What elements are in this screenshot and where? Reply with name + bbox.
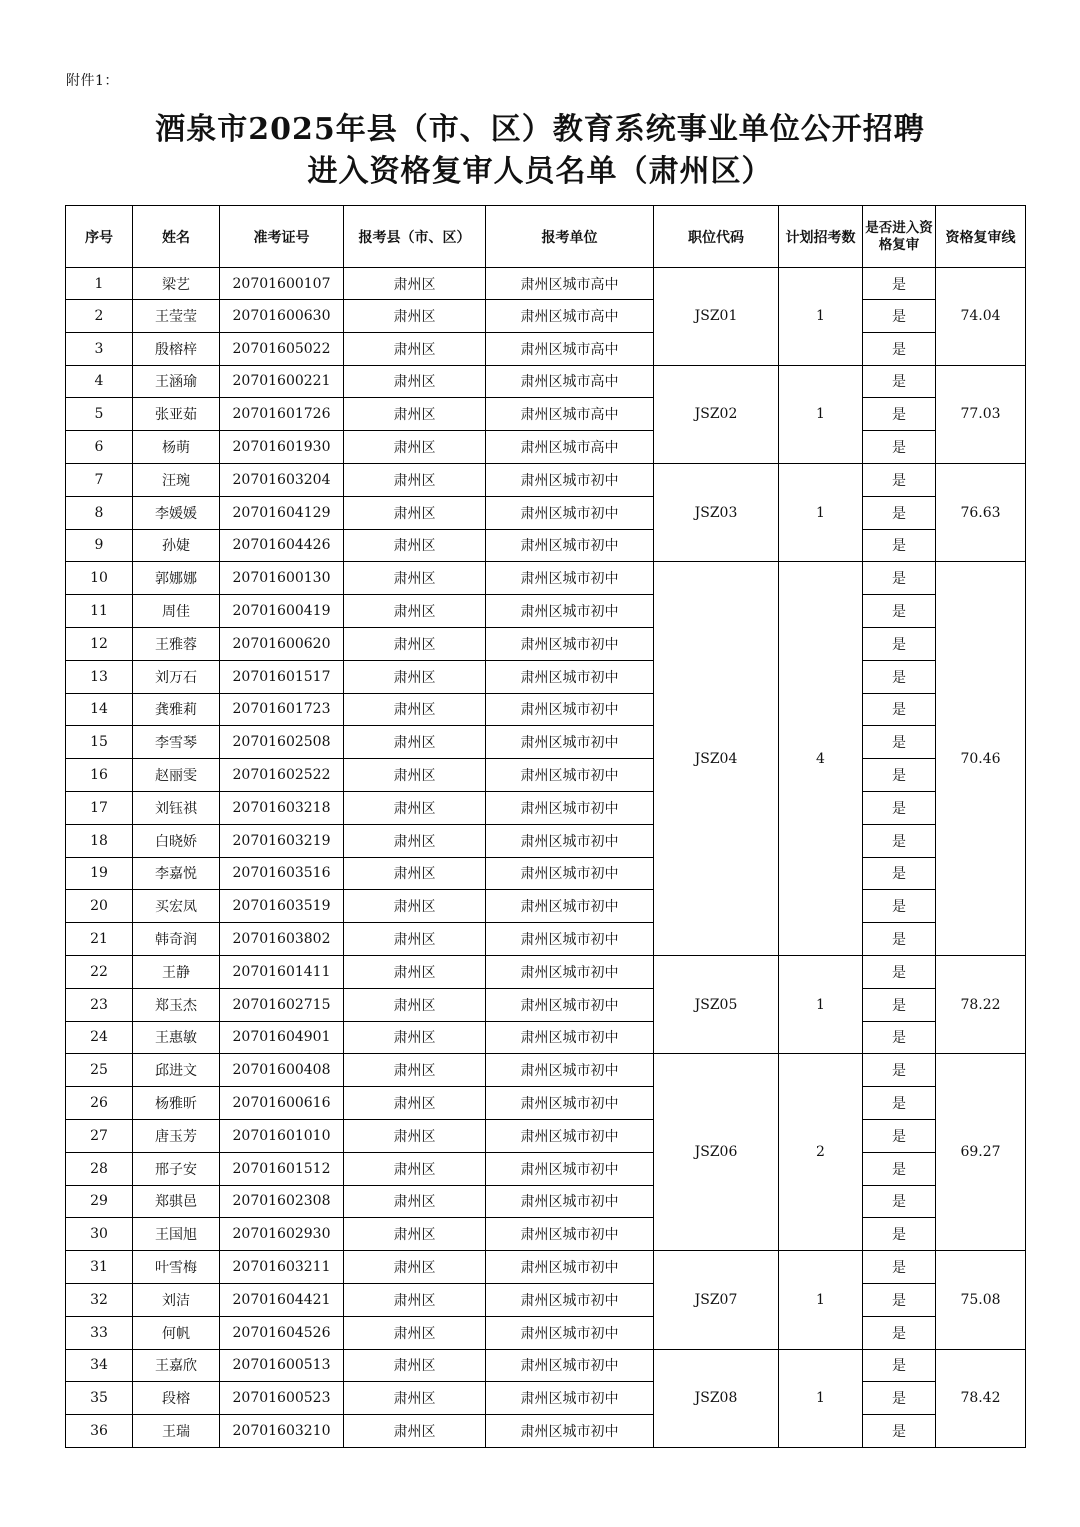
cell-no: 33 — [66, 1316, 133, 1349]
cell-county: 肃州区 — [344, 627, 486, 660]
cell-pass: 是 — [863, 660, 936, 693]
cell-unit: 肃州区城市初中 — [486, 595, 654, 628]
cell-name: 王国旭 — [133, 1218, 220, 1251]
cell-position-code: JSZ02 — [654, 365, 779, 463]
cell-pass: 是 — [863, 365, 936, 398]
table-row — [66, 1382, 1026, 1415]
cell-no: 18 — [66, 824, 133, 857]
cell-county: 肃州区 — [344, 1054, 486, 1087]
cell-unit: 肃州区城市初中 — [486, 1218, 654, 1251]
cell-name: 张亚茹 — [133, 398, 220, 431]
cell-exam-id: 20701601726 — [220, 398, 344, 431]
table-row — [66, 693, 1026, 726]
table-row — [66, 1185, 1026, 1218]
cell-no: 5 — [66, 398, 133, 431]
cell-county: 肃州区 — [344, 1349, 486, 1382]
table-row — [66, 1283, 1026, 1316]
cell-name: 段榕 — [133, 1382, 220, 1415]
cell-plan-count: 4 — [779, 562, 863, 956]
cell-county: 肃州区 — [344, 1316, 486, 1349]
table-row — [66, 1087, 1026, 1120]
cell-no: 30 — [66, 1218, 133, 1251]
cell-no: 2 — [66, 300, 133, 333]
cell-pass: 是 — [863, 1054, 936, 1087]
cell-name: 刘洁 — [133, 1283, 220, 1316]
cell-exam-id: 20701603218 — [220, 791, 344, 824]
cell-unit: 肃州区城市高中 — [486, 332, 654, 365]
cell-exam-id: 20701600419 — [220, 595, 344, 628]
cell-plan-count: 1 — [779, 1251, 863, 1349]
cell-pass: 是 — [863, 529, 936, 562]
cell-name: 邢子安 — [133, 1152, 220, 1185]
table-row — [66, 1251, 1026, 1284]
cell-unit: 肃州区城市高中 — [486, 431, 654, 464]
cell-review-line: 78.42 — [936, 1349, 1026, 1447]
cell-pass: 是 — [863, 431, 936, 464]
table-body — [66, 268, 1026, 1448]
table-row — [66, 1349, 1026, 1382]
cell-position-code: JSZ06 — [654, 1054, 779, 1251]
table-row — [66, 988, 1026, 1021]
cell-no: 9 — [66, 529, 133, 562]
cell-name: 杨萌 — [133, 431, 220, 464]
cell-name: 汪琬 — [133, 463, 220, 496]
cell-no: 21 — [66, 923, 133, 956]
table-row — [66, 300, 1026, 333]
cell-no: 12 — [66, 627, 133, 660]
cell-position-code: JSZ08 — [654, 1349, 779, 1447]
table-row — [66, 268, 1026, 300]
cell-position-code: JSZ04 — [654, 562, 779, 956]
table-header-row — [66, 206, 1026, 268]
cell-county: 肃州区 — [344, 365, 486, 398]
column-header-position-code: 职位代码 — [654, 206, 779, 268]
cell-county: 肃州区 — [344, 988, 486, 1021]
cell-county: 肃州区 — [344, 332, 486, 365]
cell-review-line: 78.22 — [936, 955, 1026, 1053]
cell-county: 肃州区 — [344, 431, 486, 464]
cell-no: 23 — [66, 988, 133, 1021]
table-row — [66, 890, 1026, 923]
table-row — [66, 365, 1026, 398]
column-header-pass: 是否进入资格复审 — [863, 206, 936, 268]
cell-exam-id: 20701601930 — [220, 431, 344, 464]
cell-no: 36 — [66, 1415, 133, 1448]
cell-name: 刘万石 — [133, 660, 220, 693]
cell-exam-id: 20701601723 — [220, 693, 344, 726]
cell-name: 郭娜娜 — [133, 562, 220, 595]
cell-position-code: JSZ05 — [654, 955, 779, 1053]
cell-review-line: 75.08 — [936, 1251, 1026, 1349]
cell-exam-id: 20701600523 — [220, 1382, 344, 1415]
cell-county: 肃州区 — [344, 562, 486, 595]
cell-unit: 肃州区城市初中 — [486, 627, 654, 660]
cell-county: 肃州区 — [344, 529, 486, 562]
cell-exam-id: 20701602508 — [220, 726, 344, 759]
cell-unit: 肃州区城市初中 — [486, 759, 654, 792]
cell-unit: 肃州区城市初中 — [486, 857, 654, 890]
cell-review-line: 69.27 — [936, 1054, 1026, 1251]
cell-name: 郑骐邑 — [133, 1185, 220, 1218]
cell-name: 白晓娇 — [133, 824, 220, 857]
cell-unit: 肃州区城市初中 — [486, 726, 654, 759]
cell-pass: 是 — [863, 1415, 936, 1448]
cell-county: 肃州区 — [344, 693, 486, 726]
cell-pass: 是 — [863, 463, 936, 496]
table-row — [66, 463, 1026, 496]
cell-name: 梁艺 — [133, 268, 220, 300]
cell-exam-id: 20701604421 — [220, 1283, 344, 1316]
cell-exam-id: 20701604426 — [220, 529, 344, 562]
cell-no: 22 — [66, 955, 133, 988]
table-row — [66, 726, 1026, 759]
cell-unit: 肃州区城市初中 — [486, 496, 654, 529]
cell-exam-id: 20701602308 — [220, 1185, 344, 1218]
cell-pass: 是 — [863, 1218, 936, 1251]
cell-pass: 是 — [863, 1087, 936, 1120]
cell-unit: 肃州区城市初中 — [486, 1119, 654, 1152]
cell-name: 唐玉芳 — [133, 1119, 220, 1152]
cell-exam-id: 20701600221 — [220, 365, 344, 398]
cell-unit: 肃州区城市初中 — [486, 660, 654, 693]
cell-exam-id: 20701603516 — [220, 857, 344, 890]
document-title-line-1: 酒泉市2025年县（市、区）教育系统事业单位公开招聘 — [155, 112, 925, 147]
table-row — [66, 1316, 1026, 1349]
cell-review-line: 77.03 — [936, 365, 1026, 463]
cell-name: 李雪琴 — [133, 726, 220, 759]
cell-county: 肃州区 — [344, 1415, 486, 1448]
cell-name: 龚雅莉 — [133, 693, 220, 726]
cell-pass: 是 — [863, 1316, 936, 1349]
table-row — [66, 1054, 1026, 1087]
cell-pass: 是 — [863, 1185, 936, 1218]
cell-no: 28 — [66, 1152, 133, 1185]
cell-pass: 是 — [863, 1251, 936, 1284]
cell-unit: 肃州区城市初中 — [486, 824, 654, 857]
table-row — [66, 1119, 1026, 1152]
cell-county: 肃州区 — [344, 1152, 486, 1185]
cell-name: 韩奇润 — [133, 923, 220, 956]
cell-unit: 肃州区城市初中 — [486, 1251, 654, 1284]
cell-county: 肃州区 — [344, 268, 486, 300]
cell-unit: 肃州区城市初中 — [486, 529, 654, 562]
cell-no: 13 — [66, 660, 133, 693]
cell-exam-id: 20701603802 — [220, 923, 344, 956]
cell-unit: 肃州区城市初中 — [486, 988, 654, 1021]
table-row — [66, 759, 1026, 792]
cell-no: 34 — [66, 1349, 133, 1382]
cell-exam-id: 20701602930 — [220, 1218, 344, 1251]
cell-county: 肃州区 — [344, 496, 486, 529]
cell-plan-count: 1 — [779, 1349, 863, 1447]
cell-county: 肃州区 — [344, 463, 486, 496]
cell-name: 李媛媛 — [133, 496, 220, 529]
cell-county: 肃州区 — [344, 759, 486, 792]
cell-name: 王雅蓉 — [133, 627, 220, 660]
cell-unit: 肃州区城市初中 — [486, 1021, 654, 1054]
cell-county: 肃州区 — [344, 726, 486, 759]
cell-plan-count: 2 — [779, 1054, 863, 1251]
cell-exam-id: 20701605022 — [220, 332, 344, 365]
cell-exam-id: 20701600620 — [220, 627, 344, 660]
cell-name: 郑玉杰 — [133, 988, 220, 1021]
table-row — [66, 529, 1026, 562]
cell-name: 周佳 — [133, 595, 220, 628]
cell-county: 肃州区 — [344, 1087, 486, 1120]
cell-pass: 是 — [863, 759, 936, 792]
table-row — [66, 496, 1026, 529]
attachment-label: 附件1： — [66, 73, 119, 89]
cell-county: 肃州区 — [344, 923, 486, 956]
cell-county: 肃州区 — [344, 1218, 486, 1251]
cell-county: 肃州区 — [344, 1382, 486, 1415]
cell-position-code: JSZ01 — [654, 268, 779, 366]
cell-pass: 是 — [863, 726, 936, 759]
cell-county: 肃州区 — [344, 1021, 486, 1054]
column-header-name: 姓名 — [133, 206, 220, 268]
cell-review-line: 74.04 — [936, 268, 1026, 366]
cell-pass: 是 — [863, 890, 936, 923]
cell-review-line: 70.46 — [936, 562, 1026, 956]
table-row — [66, 398, 1026, 431]
cell-no: 20 — [66, 890, 133, 923]
cell-unit: 肃州区城市初中 — [486, 923, 654, 956]
cell-pass: 是 — [863, 562, 936, 595]
column-header-exam-id: 准考证号 — [220, 206, 344, 268]
table-row — [66, 1415, 1026, 1448]
cell-unit: 肃州区城市高中 — [486, 300, 654, 333]
cell-county: 肃州区 — [344, 890, 486, 923]
cell-name: 杨雅昕 — [133, 1087, 220, 1120]
cell-unit: 肃州区城市初中 — [486, 1283, 654, 1316]
cell-pass: 是 — [863, 332, 936, 365]
table-row — [66, 824, 1026, 857]
cell-exam-id: 20701603219 — [220, 824, 344, 857]
cell-name: 赵丽雯 — [133, 759, 220, 792]
cell-unit: 肃州区城市初中 — [486, 693, 654, 726]
cell-unit: 肃州区城市初中 — [486, 1349, 654, 1382]
cell-county: 肃州区 — [344, 1119, 486, 1152]
cell-pass: 是 — [863, 300, 936, 333]
column-header-no: 序号 — [66, 206, 133, 268]
cell-no: 31 — [66, 1251, 133, 1284]
cell-unit: 肃州区城市高中 — [486, 268, 654, 300]
table-row — [66, 627, 1026, 660]
cell-unit: 肃州区城市高中 — [486, 398, 654, 431]
cell-exam-id: 20701601517 — [220, 660, 344, 693]
table-row — [66, 332, 1026, 365]
cell-unit: 肃州区城市初中 — [486, 562, 654, 595]
cell-no: 27 — [66, 1119, 133, 1152]
column-header-plan-count: 计划招考数 — [779, 206, 863, 268]
cell-exam-id: 20701602522 — [220, 759, 344, 792]
document-title-line-2: 进入资格复审人员名单（肃州区） — [307, 154, 773, 189]
cell-no: 10 — [66, 562, 133, 595]
cell-unit: 肃州区城市初中 — [486, 1054, 654, 1087]
cell-county: 肃州区 — [344, 595, 486, 628]
table-row — [66, 562, 1026, 595]
cell-county: 肃州区 — [344, 1251, 486, 1284]
cell-no: 16 — [66, 759, 133, 792]
cell-exam-id: 20701602715 — [220, 988, 344, 1021]
cell-unit: 肃州区城市初中 — [486, 1415, 654, 1448]
cell-unit: 肃州区城市初中 — [486, 791, 654, 824]
cell-no: 11 — [66, 595, 133, 628]
table-row — [66, 923, 1026, 956]
cell-pass: 是 — [863, 1283, 936, 1316]
table-row — [66, 660, 1026, 693]
cell-exam-id: 20701604901 — [220, 1021, 344, 1054]
cell-pass: 是 — [863, 1021, 936, 1054]
cell-name: 孙婕 — [133, 529, 220, 562]
table-row — [66, 791, 1026, 824]
cell-exam-id: 20701600130 — [220, 562, 344, 595]
cell-no: 25 — [66, 1054, 133, 1087]
cell-no: 35 — [66, 1382, 133, 1415]
cell-no: 8 — [66, 496, 133, 529]
cell-plan-count: 1 — [779, 955, 863, 1053]
table-row — [66, 1218, 1026, 1251]
cell-unit: 肃州区城市初中 — [486, 1316, 654, 1349]
cell-no: 7 — [66, 463, 133, 496]
cell-name: 殷榕梓 — [133, 332, 220, 365]
cell-exam-id: 20701600408 — [220, 1054, 344, 1087]
cell-name: 邱进文 — [133, 1054, 220, 1087]
cell-exam-id: 20701600630 — [220, 300, 344, 333]
cell-pass: 是 — [863, 988, 936, 1021]
cell-exam-id: 20701603519 — [220, 890, 344, 923]
cell-plan-count: 1 — [779, 463, 863, 561]
cell-pass: 是 — [863, 824, 936, 857]
cell-plan-count: 1 — [779, 365, 863, 463]
column-header-unit: 报考单位 — [486, 206, 654, 268]
cell-name: 王瑞 — [133, 1415, 220, 1448]
cell-position-code: JSZ07 — [654, 1251, 779, 1349]
table-row — [66, 1021, 1026, 1054]
cell-unit: 肃州区城市初中 — [486, 1152, 654, 1185]
cell-no: 17 — [66, 791, 133, 824]
candidate-table — [65, 205, 1026, 1448]
cell-exam-id: 20701601411 — [220, 955, 344, 988]
cell-name: 叶雪梅 — [133, 1251, 220, 1284]
cell-exam-id: 20701604526 — [220, 1316, 344, 1349]
cell-county: 肃州区 — [344, 1185, 486, 1218]
cell-no: 19 — [66, 857, 133, 890]
table-row — [66, 595, 1026, 628]
cell-county: 肃州区 — [344, 660, 486, 693]
cell-review-line: 76.63 — [936, 463, 1026, 561]
cell-pass: 是 — [863, 1152, 936, 1185]
cell-unit: 肃州区城市高中 — [486, 365, 654, 398]
cell-name: 王嘉欣 — [133, 1349, 220, 1382]
table-row — [66, 1152, 1026, 1185]
cell-unit: 肃州区城市初中 — [486, 955, 654, 988]
cell-pass: 是 — [863, 857, 936, 890]
column-header-review-line: 资格复审线 — [936, 206, 1026, 268]
cell-no: 4 — [66, 365, 133, 398]
cell-pass: 是 — [863, 1119, 936, 1152]
table-row — [66, 857, 1026, 890]
cell-no: 32 — [66, 1283, 133, 1316]
cell-position-code: JSZ03 — [654, 463, 779, 561]
cell-no: 29 — [66, 1185, 133, 1218]
cell-no: 1 — [66, 268, 133, 300]
cell-name: 买宏凤 — [133, 890, 220, 923]
cell-exam-id: 20701600107 — [220, 268, 344, 300]
cell-exam-id: 20701601512 — [220, 1152, 344, 1185]
cell-unit: 肃州区城市初中 — [486, 1382, 654, 1415]
cell-pass: 是 — [863, 923, 936, 956]
cell-county: 肃州区 — [344, 1283, 486, 1316]
cell-pass: 是 — [863, 398, 936, 431]
cell-county: 肃州区 — [344, 791, 486, 824]
cell-exam-id: 20701603204 — [220, 463, 344, 496]
cell-pass: 是 — [863, 496, 936, 529]
cell-exam-id: 20701601010 — [220, 1119, 344, 1152]
cell-pass: 是 — [863, 268, 936, 300]
cell-county: 肃州区 — [344, 398, 486, 431]
cell-exam-id: 20701600616 — [220, 1087, 344, 1120]
cell-name: 刘钰祺 — [133, 791, 220, 824]
cell-county: 肃州区 — [344, 955, 486, 988]
cell-pass: 是 — [863, 1349, 936, 1382]
cell-name: 王涵瑜 — [133, 365, 220, 398]
cell-name: 何帆 — [133, 1316, 220, 1349]
cell-name: 王莹莹 — [133, 300, 220, 333]
cell-no: 15 — [66, 726, 133, 759]
cell-pass: 是 — [863, 595, 936, 628]
cell-unit: 肃州区城市初中 — [486, 890, 654, 923]
cell-exam-id: 20701603210 — [220, 1415, 344, 1448]
cell-county: 肃州区 — [344, 300, 486, 333]
cell-unit: 肃州区城市初中 — [486, 463, 654, 496]
cell-no: 6 — [66, 431, 133, 464]
cell-pass: 是 — [863, 627, 936, 660]
cell-exam-id: 20701604129 — [220, 496, 344, 529]
cell-no: 26 — [66, 1087, 133, 1120]
cell-exam-id: 20701603211 — [220, 1251, 344, 1284]
cell-county: 肃州区 — [344, 857, 486, 890]
cell-no: 3 — [66, 332, 133, 365]
cell-name: 王静 — [133, 955, 220, 988]
cell-pass: 是 — [863, 693, 936, 726]
cell-pass: 是 — [863, 955, 936, 988]
table-row — [66, 955, 1026, 988]
cell-pass: 是 — [863, 791, 936, 824]
cell-pass: 是 — [863, 1382, 936, 1415]
cell-unit: 肃州区城市初中 — [486, 1185, 654, 1218]
table-row — [66, 431, 1026, 464]
cell-name: 李嘉悦 — [133, 857, 220, 890]
cell-unit: 肃州区城市初中 — [486, 1087, 654, 1120]
cell-no: 24 — [66, 1021, 133, 1054]
cell-no: 14 — [66, 693, 133, 726]
cell-county: 肃州区 — [344, 824, 486, 857]
cell-plan-count: 1 — [779, 268, 863, 366]
cell-name: 王惠敏 — [133, 1021, 220, 1054]
column-header-county: 报考县（市、区） — [344, 206, 486, 268]
cell-exam-id: 20701600513 — [220, 1349, 344, 1382]
